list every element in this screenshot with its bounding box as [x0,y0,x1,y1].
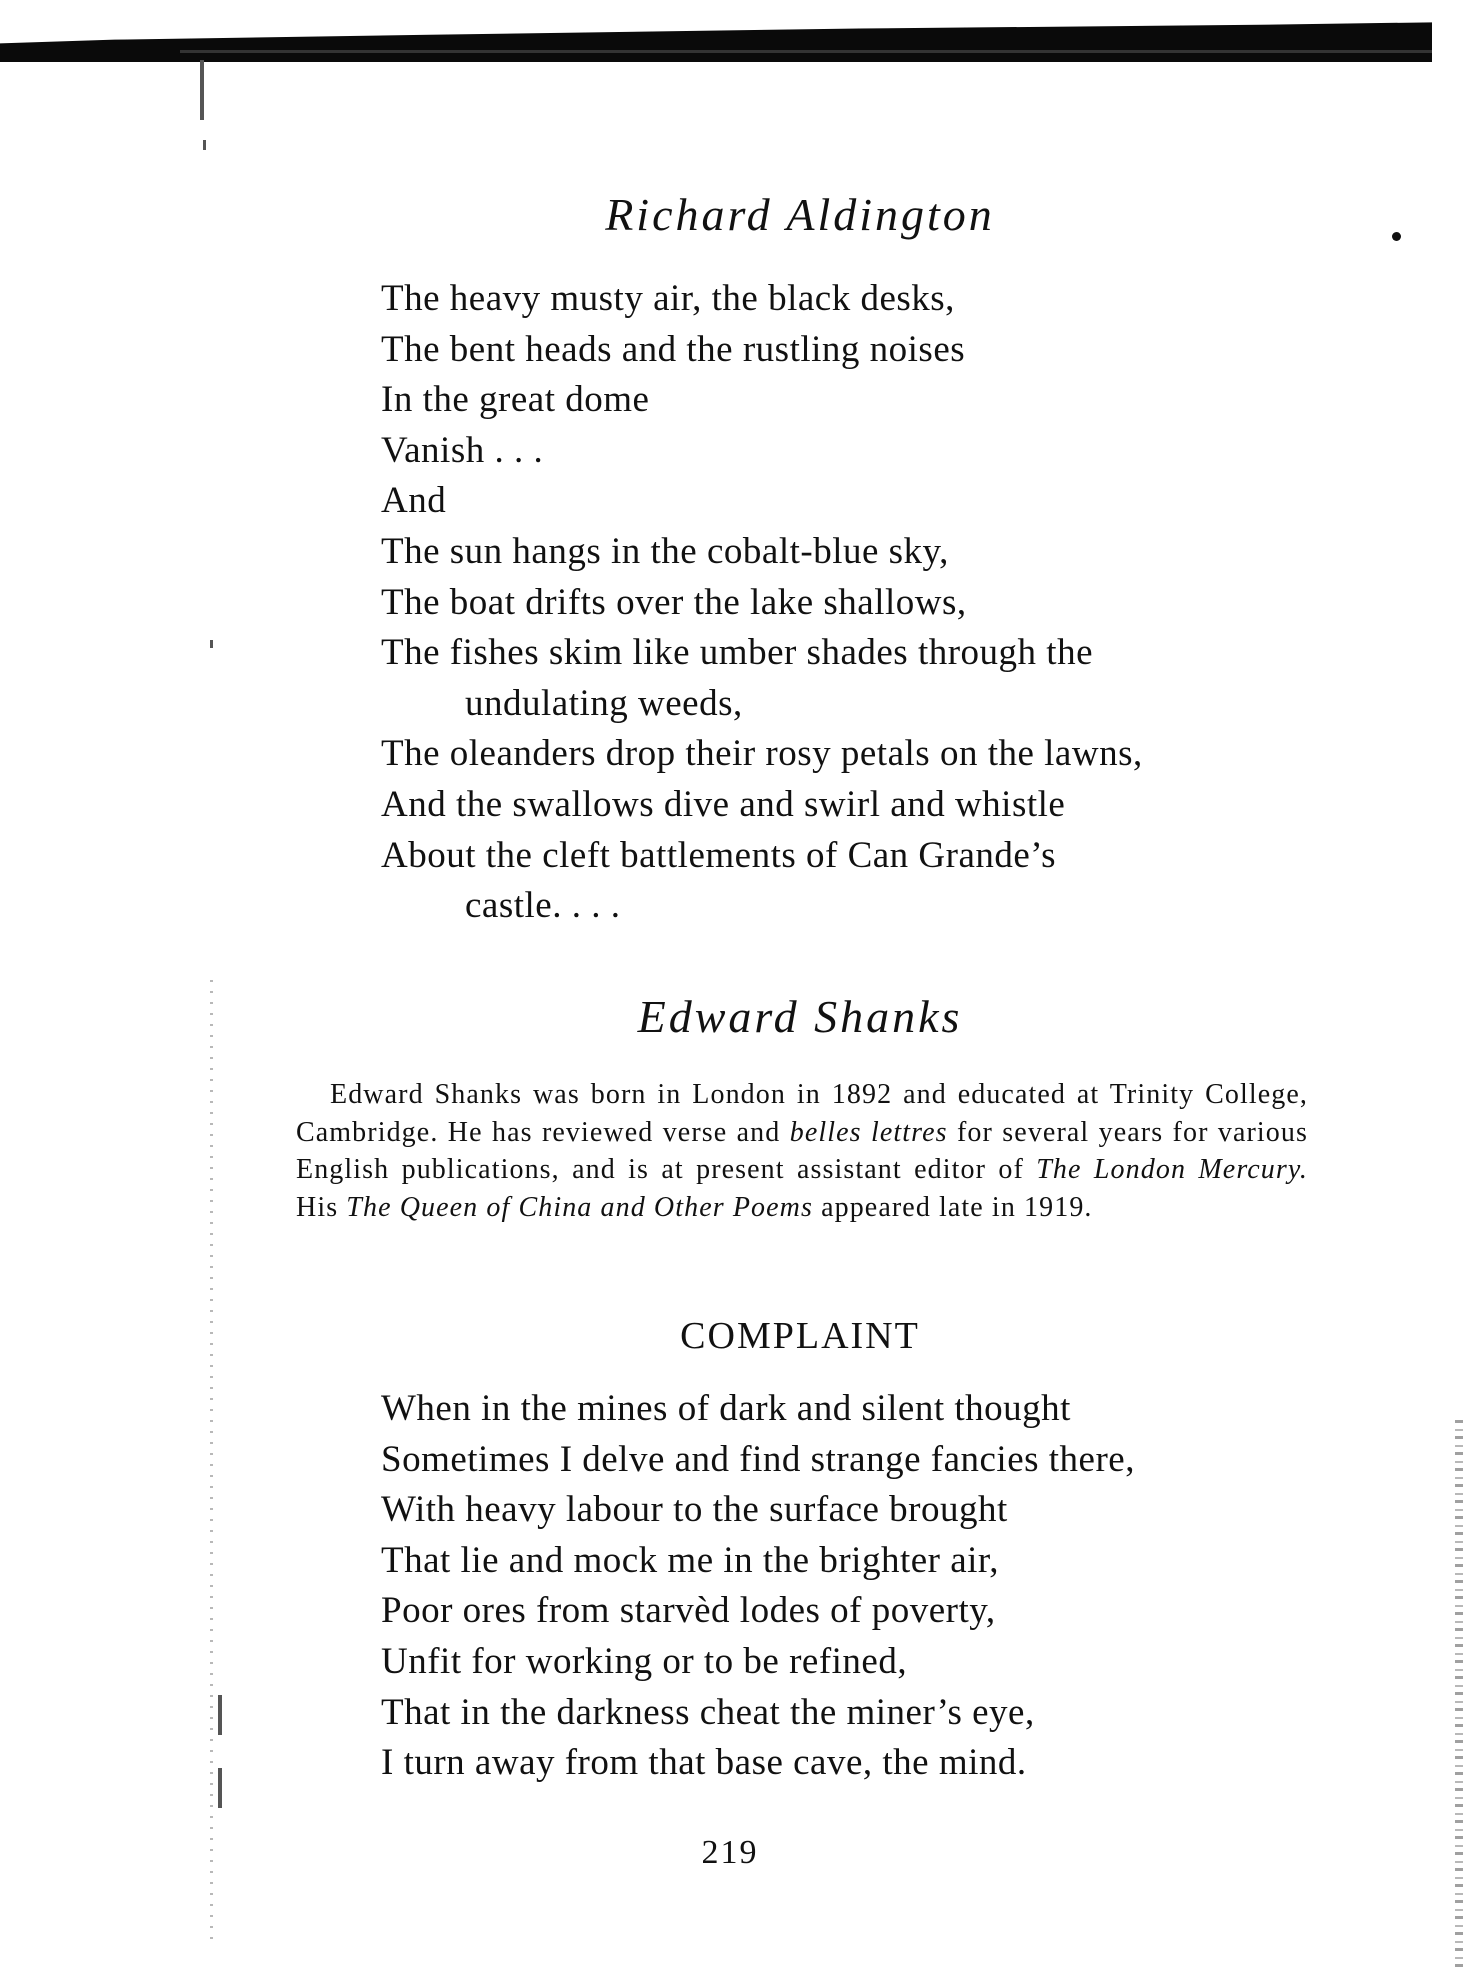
bio-text: His [296,1191,347,1223]
poem-line: That in the darkness cheat the miner’s eye, [381,1691,1035,1733]
poem-line: The heavy musty air, the black desks, [381,278,955,319]
bio-text: for several years for various English publications, and is at present assistant editor of [296,1116,1308,1185]
binding-speck [203,140,206,150]
shanks-biography [296,1076,1308,1226]
poet-name-aldington: Richard Aldington [605,189,995,240]
page-top-rule [180,50,1432,53]
bio-italic-text: belles lettres [789,1116,948,1148]
binding-mark [218,1695,222,1735]
right-gutter-speckle [1455,1420,1463,1970]
poem-line: castle. . . . [465,885,621,927]
poem-line: The bent heads and the rustling noises [381,328,966,370]
poem-line: About the cleft battlements of Can Grande’s [381,834,1056,876]
poem-line: Vanish . . . [381,429,544,471]
bio-italic-text: The London Mercury. [1036,1154,1308,1185]
poem-line: When in the mines of dark and silent thought [381,1388,1071,1429]
binding-speck [210,640,213,648]
poet-name-shanks: Edward Shanks [637,991,963,1042]
poem-line: And [381,480,447,522]
poem-line: The oleanders drop their rosy petals on the lawns, [381,733,1143,775]
binding-mark [200,60,204,120]
page-number: 219 [701,1834,759,1871]
poem-line: Unfit for working or to be refined, [381,1640,908,1682]
poem-line: And the swallows dive and swirl and whistle [381,783,1066,825]
poem-title: COMPLAINT [680,1315,920,1357]
poem-line: In the great dome [381,379,650,421]
poem-line: Poor ores from starvèd lodes of poverty, [381,1590,996,1632]
poem-line: undulating weeds, [465,682,743,724]
ink-dot [1392,232,1401,241]
poem-line: The boat drifts over the lake shallows, [381,581,967,623]
poem-line: With heavy labour to the surface brought [381,1489,1008,1531]
aldington-poem [381,274,1143,932]
bio-italic-text: The Queen of China and Other Poems [346,1191,813,1223]
poem-line: I turn away from that base cave, the mind. [381,1742,1027,1784]
poem-line: The sun hangs in the cobalt-blue sky, [381,530,949,572]
poem-line: That lie and mock me in the brighter air, [381,1539,1000,1581]
bio-text: Edward Shanks was born in London in 1892 and educated at Trinity College, Cambridge. He has reviewed verse and [296,1079,1308,1148]
poem-line: Sometimes I delve and find strange fancies there, [381,1438,1135,1480]
poem-line: The fishes skim like umber shades through the [381,632,1094,674]
shanks-poem [381,1384,1135,1789]
binding-mark [218,1768,222,1808]
left-gutter-speckle [210,980,213,1940]
bio-text: appeared late in 1919. [812,1191,1093,1223]
